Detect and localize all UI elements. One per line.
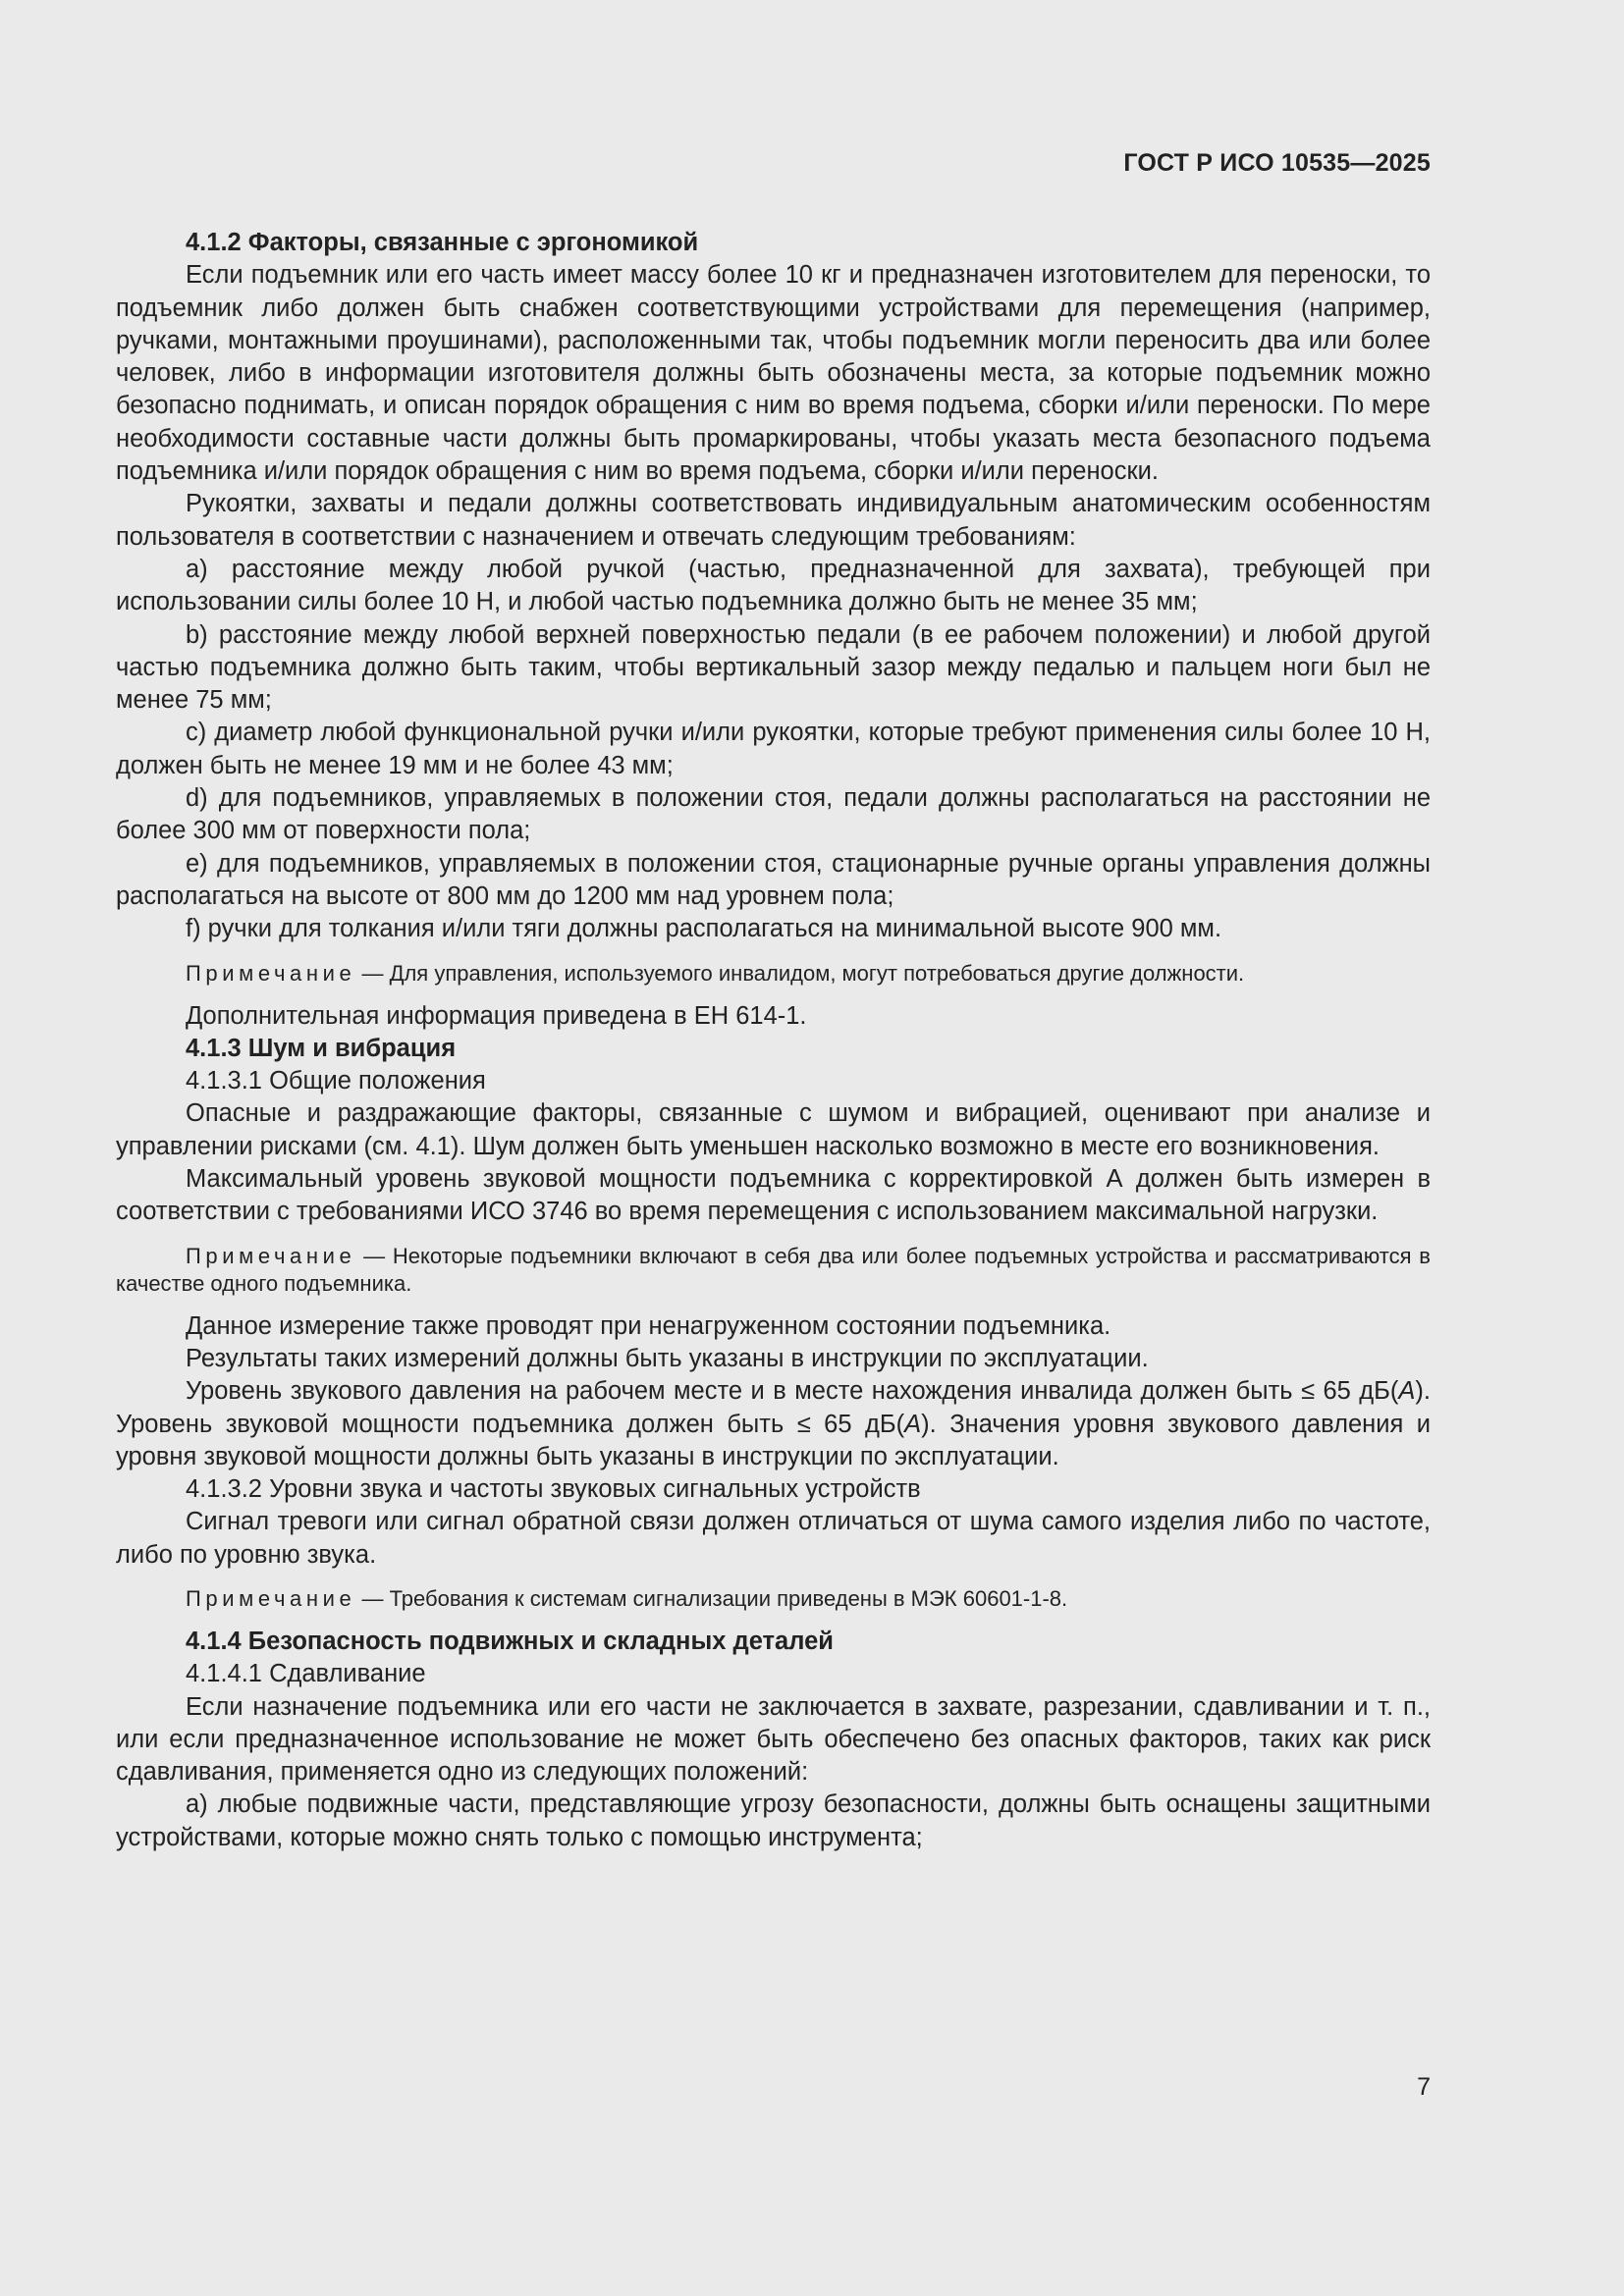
paragraph: Рукоятки, захваты и педали должны соответствовать индивидуальным анатомическим особенностям пользователя в соответствии с назначением и отвечать следующим требованиям: [116, 490, 1431, 551]
note-label: Примечание [186, 1585, 356, 1611]
paragraph: Результаты таких измерений должны быть указаны в инструкции по эксплуатации. [186, 1344, 1149, 1372]
italic-symbol: A [1398, 1377, 1416, 1406]
paragraph: Опасные и раздражающие факторы, связанные с шумом и вибрацией, оценивают при анализе и управлении рисками (см. 4.1). Шум должен быть уменьшен насколько возможно в месте его возникновения. [116, 1099, 1431, 1160]
note-text: — Для управления, используемого инвалидом, могут потребоваться другие должности. [355, 960, 1245, 986]
page-number: 7 [1417, 2073, 1431, 2101]
section-heading-4-1-4: 4.1.4 Безопасность подвижных и складных деталей [186, 1627, 834, 1655]
italic-symbol: A [904, 1410, 922, 1438]
text-run: ). Уровень звуковой мощности подъемника должен быть ≤ 65 дБ( [116, 1377, 1431, 1438]
paragraph: Дополнительная информация приведена в ЕН 614-1. [186, 1001, 807, 1030]
list-item-b: b) расстояние между любой верхней поверхностью педали (в ее рабочем положении) и любой другой частью подъемника должно быть таким, чтобы вертикальный зазор между педалью и пальцем ноги был не менее 75 мм; [116, 620, 1431, 715]
subsection-heading-4-1-3-2: 4.1.3.2 Уровни звука и частоты звуковых сигнальных устройств [186, 1475, 921, 1504]
note-text: — Некоторые подъемники включают в себя два или более подъемных устройства и рассматриваются в качестве одного подъемника. [116, 1243, 1431, 1296]
list-item-e: e) для подъемников, управляемых в положении стоя, стационарные ручные органы управления должны располагаться на высоте от 800 мм до 1200 мм над уровнем пола; [116, 849, 1431, 910]
paragraph: Если подъемник или его часть имеет массу более 10 кг и предназначен изготовителем для переноски, то подъемник либо должен быть снабжен соответствующими устройствами для перемещения (например, ручками, монтажными проушинами), расположенными так, чтобы подъемник могли переносить два или более человек, либо в информации изготовителя должны быть обозначены места, за которые подъемник можно безопасно поднимать, и описан порядок обращения с ним во время подъема, сборки и/или переноски. По мере необходимости составные части должны быть промаркированы, чтобы указать места безопасного подъема подъемника и/или порядок обращения с ним во время подъема, сборки и/или переноски. [116, 261, 1431, 486]
note [116, 960, 1431, 988]
paragraph: Данное измерение также проводят при ненагруженном состоянии подъемника. [186, 1311, 1111, 1340]
subsection-heading-4-1-4-1: 4.1.4.1 Сдавливание [186, 1660, 426, 1688]
note [116, 1585, 1431, 1613]
list-item-d: d) для подъемников, управляемых в положении стоя, педали должны располагаться на расстоянии не более 300 мм от поверхности пола; [116, 784, 1431, 845]
section-heading-4-1-2: 4.1.2 Факторы, связанные с эргономикой [186, 229, 699, 256]
paragraph: Если назначение подъемника или его части не заключается в захвате, разрезании, сдавливании и т. п., или если предназначенное использование не может быть обеспечено без опасных факторов, таких как риск сдавливания, применяется одно из следующих положений: [116, 1692, 1431, 1787]
section-heading-4-1-3: 4.1.3 Шум и вибрация [186, 1034, 457, 1062]
paragraph: Максимальный уровень звуковой мощности подъемника с корректировкой А должен быть измерен в соответствии с требованиями ИСО 3746 во время перемещения с использованием максимальной нагрузки. [116, 1165, 1431, 1226]
text-run: Уровень звукового давления на рабочем месте и в месте нахождения инвалида должен быть ≤ 65 дБ( [186, 1377, 1399, 1406]
subsection-heading-4-1-3-1: 4.1.3.1 Общие положения [186, 1067, 486, 1095]
paragraph [116, 1375, 1431, 1473]
list-item-a: a) любые подвижные части, представляющие угрозу безопасности, должны быть оснащены защитными устройствами, которые можно снять только с помощью инструмента; [116, 1790, 1431, 1851]
text-run: ). Значения уровня звукового давления и уровня звуковой мощности должны быть указаны в инструкции по эксплуатации. [116, 1410, 1431, 1470]
note-label: Примечание [186, 960, 356, 986]
list-item-a: a) расстояние между любой ручкой (частью, предназначенной для захвата), требующей при использовании силы более 10 Н, и любой частью подъемника должно быть не менее 35 мм; [116, 555, 1431, 616]
page-body [116, 227, 1431, 1854]
list-item-f: f) ручки для толкания и/или тяги должны располагаться на минимальной высоте 900 мм. [186, 915, 1222, 943]
document-code: ГОСТ Р ИСО 10535—2025 [1123, 149, 1431, 177]
paragraph: Сигнал тревоги или сигнал обратной связи должен отличаться от шума самого изделия либо по частоте, либо по уровню звука. [116, 1508, 1431, 1569]
note-label: Примечание [186, 1243, 356, 1268]
list-item-c: c) диаметр любой функциональной ручки и/или рукоятки, которые требуют применения силы более 10 Н, должен быть не менее 19 мм и не более 43 мм; [116, 719, 1431, 779]
note-text: — Требования к системам сигнализации приведены в МЭК 60601-1-8. [355, 1585, 1068, 1611]
note [116, 1243, 1431, 1298]
